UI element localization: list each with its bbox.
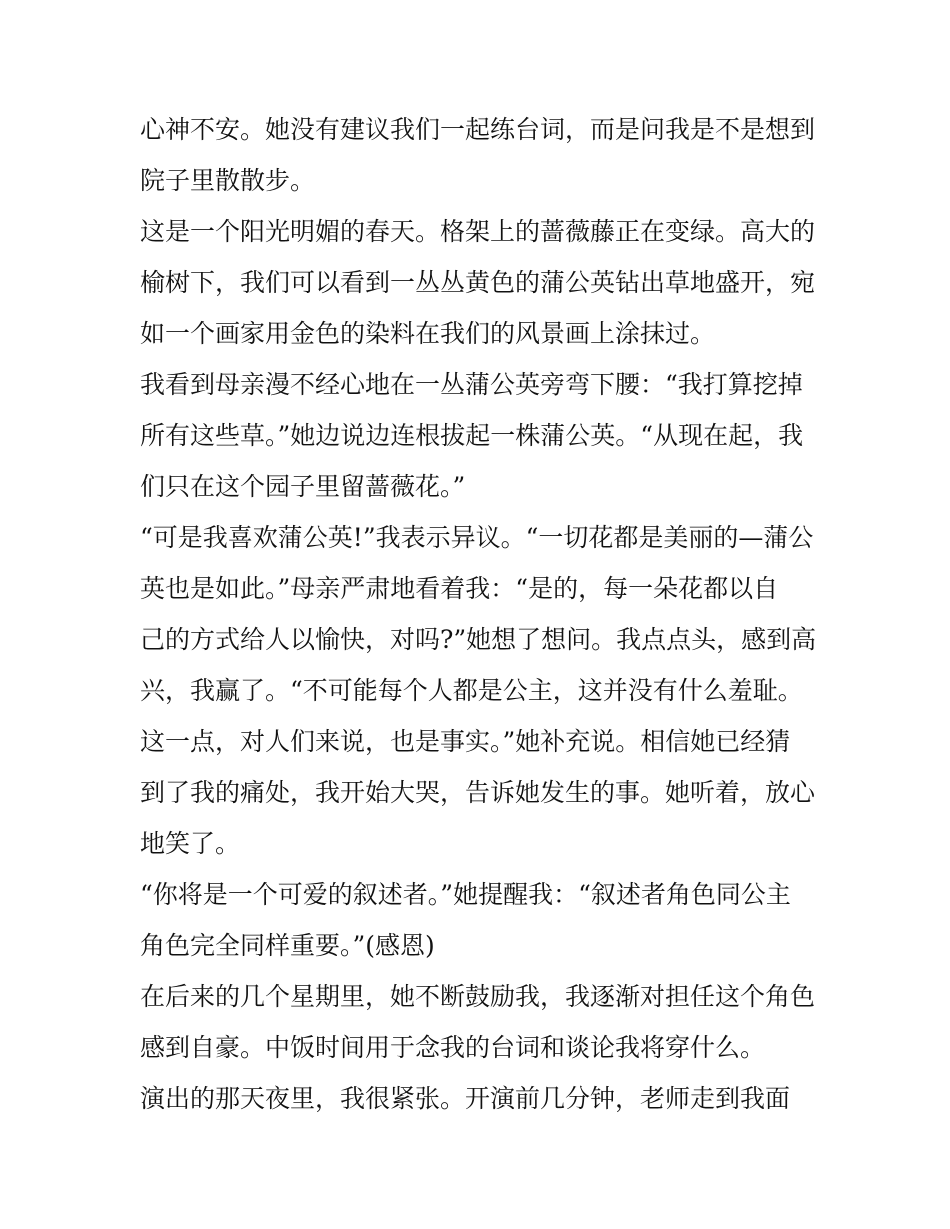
text-line: 所有这些草。”她边说边连根拔起一株蒲公英。“从现在起，我: [140, 421, 804, 450]
text-line: “可是我喜欢蒲公英!”我表示异议。“一切花都是美丽的—蒲公: [140, 523, 814, 552]
text-line: 这是一个阳光明媚的春天。格架上的蔷薇藤正在变绿。高大的: [140, 217, 816, 246]
text-line: 院子里散散步。: [140, 166, 316, 195]
text-line: 英也是如此。”母亲严肃地看着我：“是的，每一朵花都以自: [140, 574, 779, 603]
text-line: 兴，我赢了。“不可能每个人都是公主，这并没有什么羞耻。: [140, 676, 803, 705]
text-line: 如一个画家用金色的染料在我们的风景画上涂抹过。: [140, 319, 716, 348]
text-line: “你将是一个可爱的叙述者。”她提醒我：“叙述者角色同公主: [140, 880, 791, 909]
text-line: 角色完全同样重要。”(感恩): [140, 931, 435, 960]
text-line: 感到自豪。中饭时间用于念我的台词和谈论我将穿什么。: [140, 1033, 766, 1062]
document-body: [140, 104, 815, 1124]
text-line: 己的方式给人以愉快，对吗?”她想了想问。我点点头，感到高: [140, 625, 817, 654]
text-line: 心神不安。她没有建议我们一起练台词，而是问我是不是想到: [140, 115, 816, 144]
text-line: 们只在这个园子里留蔷薇花。”: [140, 472, 466, 501]
text-line: 榆树下，我们可以看到一丛丛黄色的蒲公英钻出草地盛开，宛: [140, 268, 816, 297]
text-line: 这一点，对人们来说，也是事实。”她补充说。相信她已经猜: [140, 727, 791, 756]
text-line: 在后来的几个星期里，她不断鼓励我，我逐渐对担任这个角色: [140, 982, 816, 1011]
text-line: 我看到母亲漫不经心地在一丛蒲公英旁弯下腰：“我打算挖掉: [140, 370, 803, 399]
text-line: 地笑了。: [140, 829, 241, 858]
text-line: 演出的那天夜里，我很紧张。开演前几分钟，老师走到我面: [140, 1084, 791, 1113]
text-line: 到了我的痛处，我开始大哭，告诉她发生的事。她听着，放心: [140, 778, 816, 807]
